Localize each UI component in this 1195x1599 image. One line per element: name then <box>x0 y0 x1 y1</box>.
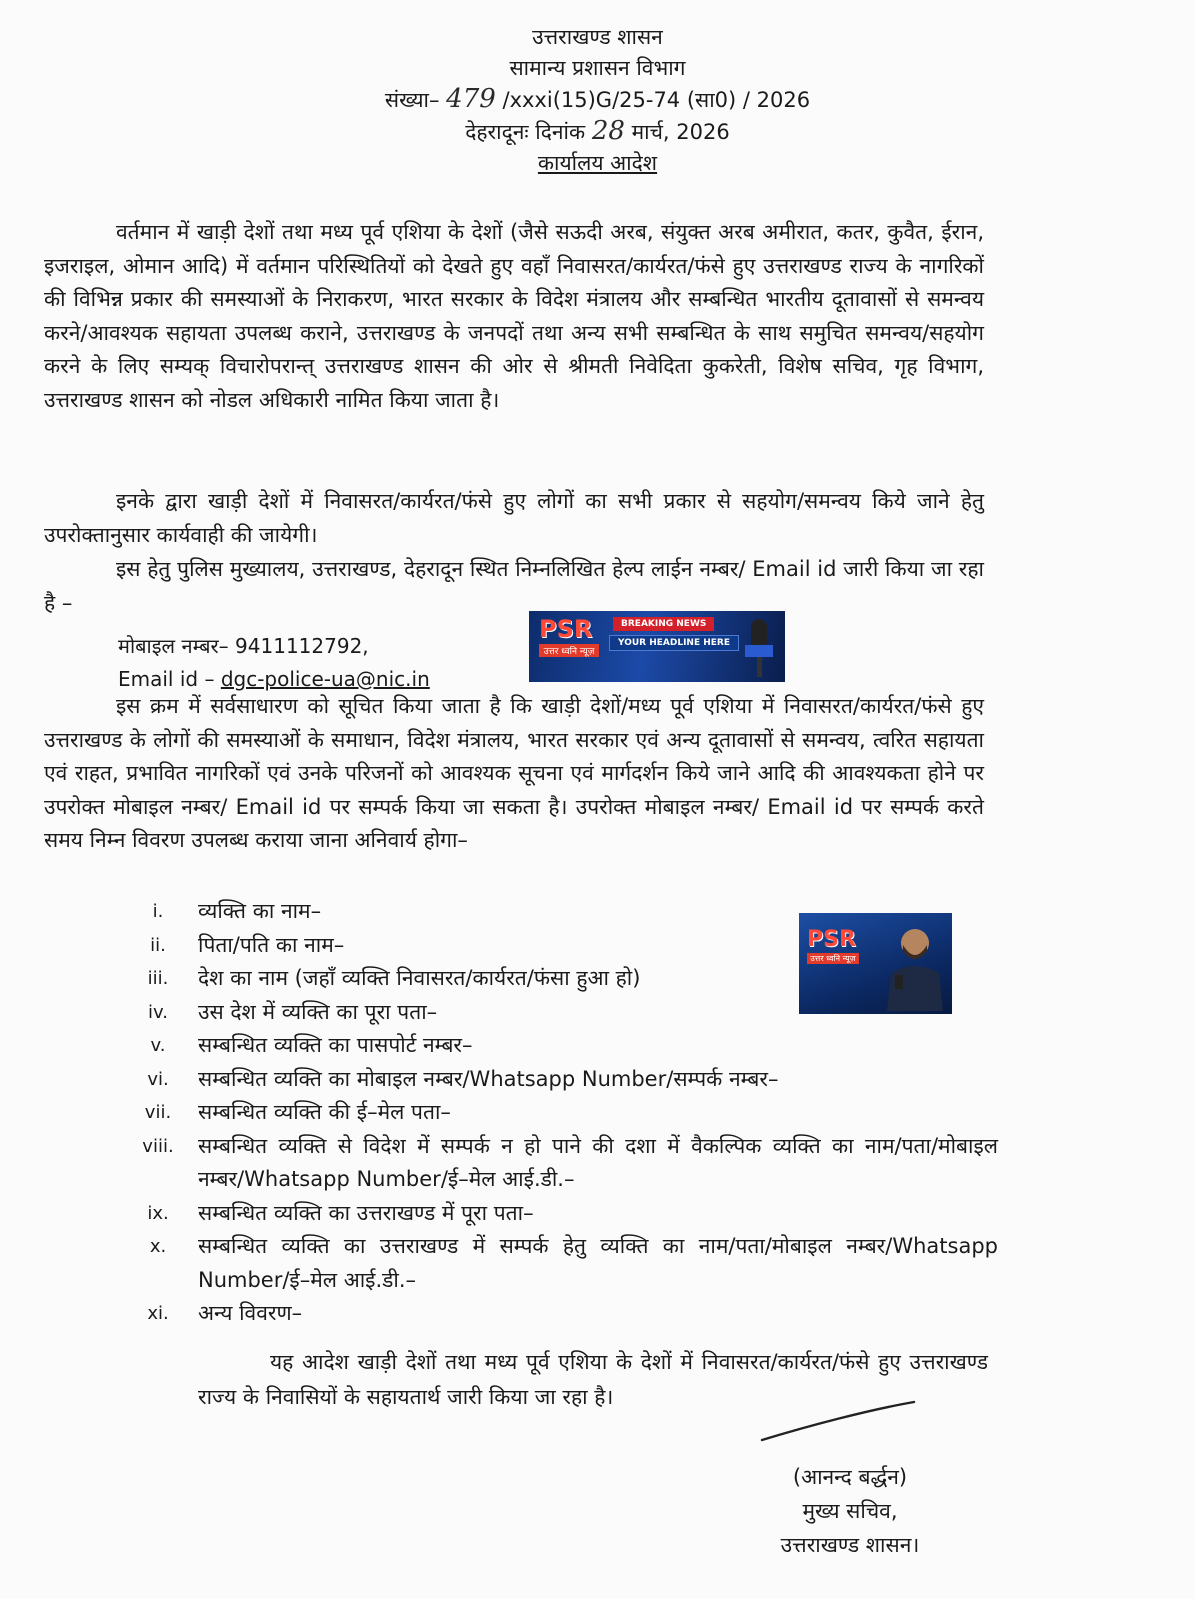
list-item: i. व्यक्ति का नाम– <box>152 899 322 923</box>
news-anchor-avatar <box>881 921 947 1011</box>
list-item: iii. देश का नाम (जहाँ व्यक्ति निवासरत/कार्यरत/फंसा हुआ हो) <box>147 966 641 990</box>
signatory-name: (आनन्द बर्द्धन) <box>792 1465 908 1489</box>
ref-number-handwritten: 479 <box>446 84 496 114</box>
email-address[interactable]: dgc-police-ua@nic.in <box>220 667 430 691</box>
psr-logo: PSR <box>539 615 593 643</box>
news-anchor-badge <box>799 913 952 1014</box>
microphone-icon <box>729 615 783 679</box>
date-line <box>0 116 1195 148</box>
psr-logo-subtitle: उत्तर ध्वनि न्यूज़ <box>807 953 859 964</box>
news-channel-badge <box>529 611 785 682</box>
closing-paragraph: यह आदेश खाड़ी देशों तथा मध्य पूर्व एशिया के देशों में निवासरत/कार्यरत/फंसे हुए उत्तराखण्ड राज्य के निवासियों के सहायतार्थ जारी किया जा रहा है। <box>198 1350 988 1409</box>
breaking-news-tag: BREAKING NEWS <box>613 617 714 631</box>
signature-block <box>730 1460 970 1562</box>
ref-suffix: /xxxi(15)G/25-74 (सा0) / 2026 <box>502 88 811 112</box>
mobile-number: 9411112792, <box>235 634 369 658</box>
reference-number-line <box>0 84 1195 116</box>
list-item: ii. पिता/पति का नाम– <box>150 932 345 957</box>
paragraph-2: इनके द्वारा खाड़ी देशों में निवासरत/कार्यरत/फंसे हुए लोगों का सभी प्रकार से सहयोग/समन्वय किये जाने हेतु उपरोक्तानुसार कार्यवाही की जायेगी। <box>44 489 984 547</box>
signature-stroke <box>758 1396 918 1446</box>
list-item: iv. उस देश में व्यक्ति का पूरा पता– <box>148 999 438 1024</box>
govt-name: उत्तराखण्ड शासन <box>532 25 663 49</box>
email-label: Email id – <box>118 667 215 691</box>
paragraph-3: इस हेतु पुलिस मुख्यालय, उत्तराखण्ड, देहरादून स्थित निम्नलिखित हेल्प लाईन नम्बर/ Email id जारी किया जा रहा है – <box>44 557 984 615</box>
date-day-handwritten: 28 <box>591 116 625 146</box>
order-title: कार्यालय आदेश <box>537 151 658 175</box>
list-item: xi. अन्य विवरण– <box>147 1301 303 1325</box>
date-suffix: मार्च, 2026 <box>631 120 730 144</box>
list-item: vi. सम्बन्धित व्यक्ति का मोबाइल नम्बर/Whatsapp Number/सम्पर्क नम्बर– <box>147 1066 779 1091</box>
psr-logo: PSR <box>807 927 856 952</box>
paragraph-1: वर्तमान में खाड़ी देशों तथा मध्य पूर्व एशिया के देशों (जैसे सऊदी अरब, संयुक्त अरब अमीरात, कतर, कुवैत, ईरान, इजराइल, ओमान आदि) में वर्तमान परिस्थितियों को देखते हुए वहाँ निवासरत/कार्यरत/फंसे हुए उत्तराखण्ड राज्य के नागरिकों की विभिन्न प्रकार की समस्याओं के निराकरण, भारत सरकार के विदेश मंत्रालय और सम्बन्धित भारतीय दूतावासों से समन्वय करने/आवश्यक सहायता उपलब्ध कराने, उत्तराखण्ड के जनपदों तथा अन्य सभी सम्बन्धित के साथ समुचित समन्वय/सहयोग करने के लिए सम्यक् विचारोपरान्त् उत्तराखण्ड शासन की ओर से श्रीमती निवेदिता कुकरेती, विशेष सचिव, गृह विभाग, उत्तराखण्ड शासन को नोडल अधिकारी नामित किया जाता है। <box>44 220 984 412</box>
date-prefix: देहरादूनः दिनांक <box>465 120 586 144</box>
mobile-label: मोबाइल नम्बर– <box>118 634 229 658</box>
psr-logo-subtitle: उत्तर ध्वनि न्यूज़ <box>539 644 599 657</box>
signatory-office: उत्तराखण्ड शासन। <box>780 1533 920 1557</box>
list-item: viii. सम्बन्धित व्यक्ति से विदेश में सम्पर्क न हो पाने की दशा में वैकल्पिक व्यक्ति का नाम/पता/मोबाइल नम्बर/Whatsapp Number/ई–मेल आई.डी.– <box>142 1133 998 1191</box>
department-name: सामान्य प्रशासन विभाग <box>509 56 686 80</box>
list-item: x. सम्बन्धित व्यक्ति का उत्तराखण्ड में सम्पर्क हेतु व्यक्ति का नाम/पता/मोबाइल नम्बर/Whatsapp Number/ई–मेल आई.डी.– <box>149 1234 998 1292</box>
ref-prefix: संख्या– <box>384 88 440 112</box>
paragraph-4: इस क्रम में सर्वसाधारण को सूचित किया जाता है कि खाड़ी देशों/मध्य पूर्व एशिया में निवासरत/कार्यरत/फंसे हुए उत्तराखण्ड के लोगों की समस्याओं के समाधान, विदेश मंत्रालय, भारत सरकार एवं अन्य दूतावासों से समन्वय, त्वरित सहायता एवं राहत, प्रभावित नागरिकों एवं उनके परिजनों को आवश्यक सूचना एवं मार्गदर्शन किये जाने आदि की आवश्यकता होने पर उपरोक्त मोबाइल नम्बर/ Email id पर सम्पर्क किया जा सकता है। उपरोक्त मोबाइल नम्बर/ Email id पर सम्पर्क करते समय निम्न विवरण उपलब्ध कराया जाना अनिवार्य होगा– <box>44 694 984 852</box>
list-item: vii. सम्बन्धित व्यक्ति की ई–मेल पता– <box>144 1100 451 1124</box>
signatory-designation: मुख्य सचिव, <box>802 1499 898 1523</box>
list-item: ix. सम्बन्धित व्यक्ति का उत्तराखण्ड में पूरा पता– <box>147 1200 534 1225</box>
mobile-number-line <box>118 630 369 662</box>
document-header <box>0 22 1195 179</box>
headline-strip: YOUR HEADLINE HERE <box>609 635 739 651</box>
list-item: v. सम्बन्धित व्यक्ति का पासपोर्ट नम्बर– <box>150 1033 473 1057</box>
